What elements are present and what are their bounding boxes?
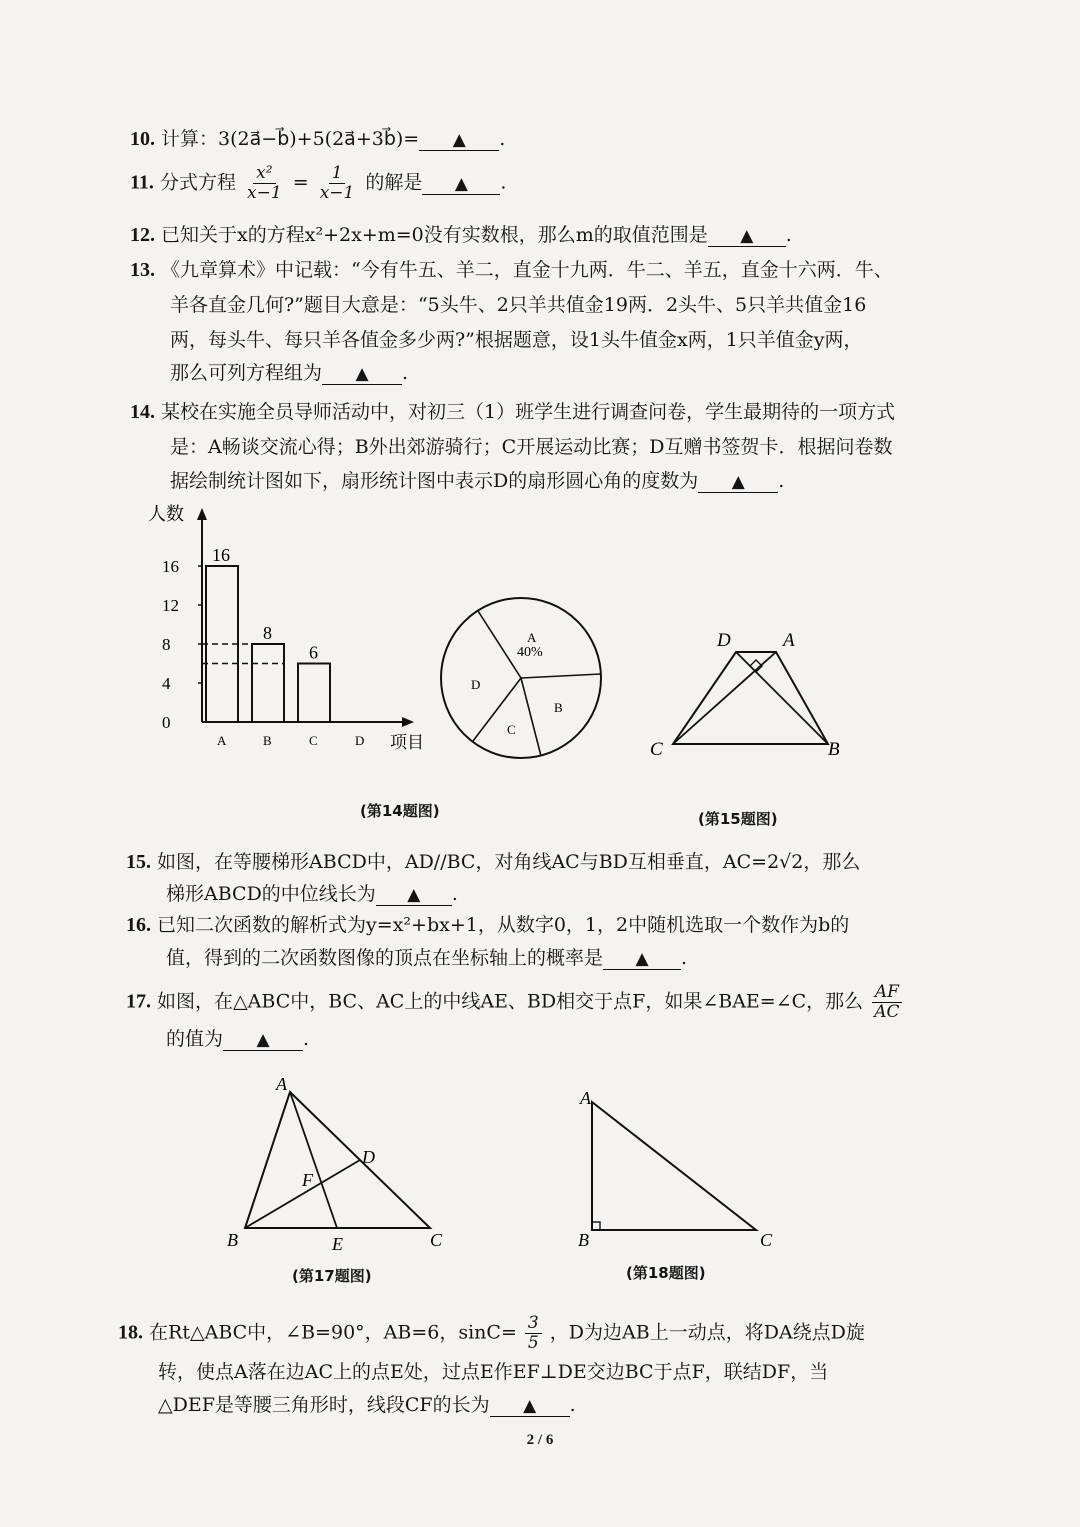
- question-number: 11.: [130, 171, 154, 194]
- fraction: $\frac{\text{x²}}{x-1}$: [247, 163, 282, 203]
- bar-data-label: 6: [309, 642, 318, 663]
- pie-label-c: C: [507, 722, 516, 737]
- question-text: 计算：3(2a⃗−b⃗)+5(2a⃗+3b⃗)=: [161, 128, 420, 150]
- x-tick-label: B: [263, 733, 272, 748]
- question-text: 在Rt△ABC中，∠B=90°，AB=6，sinC=: [149, 1321, 517, 1344]
- figure-18-right-triangle: [570, 1082, 790, 1252]
- bar-data-label: 8: [263, 623, 272, 643]
- answer-blank: ▲: [376, 884, 452, 906]
- pie-label-d: D: [471, 677, 481, 692]
- question-15: [126, 851, 860, 873]
- question-number: 10.: [130, 128, 155, 150]
- answer-blank: ▲: [603, 948, 681, 970]
- question-14: [130, 401, 895, 423]
- question-10: 10. 计算：3(2a⃗−b⃗)+5(2a⃗+3b⃗)= ▲ .: [130, 128, 506, 150]
- question-18-line-3: △DEF是等腰三角形时，线段CF的长为 ▲ .: [158, 1394, 576, 1416]
- pie-divider: [521, 678, 541, 756]
- question-18-line-2: 转，使点A落在边AC上的点E处，过点E作EF⊥DE交边BC于点F，联结DF，当: [158, 1361, 829, 1383]
- fraction: $\frac{1}{x-1}$: [319, 163, 355, 203]
- x-axis-label: 项目: [390, 733, 424, 752]
- question-number: 18.: [118, 1321, 143, 1344]
- answer-blank: ▲: [223, 1029, 303, 1051]
- question-number: 17.: [126, 990, 151, 1013]
- question-text: 已知二次函数的解析式为y=x²+bx+1，从数字0，1，2中随机选取一个数作为b的: [157, 914, 850, 936]
- question-17: [126, 983, 905, 1022]
- question-16: [126, 914, 849, 936]
- vertex-label-b: B: [828, 739, 840, 760]
- diagonal-bd: [736, 652, 828, 744]
- x-tick-label: C: [309, 733, 318, 748]
- figure-18-caption: (第18题图): [626, 1264, 706, 1282]
- question-text: 如图，在△ABC中，BC、AC上的中线AE、BD相交于点F，如果∠BAE=∠C，那么: [157, 990, 864, 1013]
- question-13: [130, 259, 893, 281]
- question-11: 11. 分式方程 $\frac{\text{x²}}{x-1}$ = $\frac{1}{x-1}$ 的解是 ▲ .: [130, 163, 507, 203]
- x-tick-label: A: [217, 733, 227, 748]
- answer-blank: ▲: [708, 225, 786, 247]
- y-tick-label: 12: [162, 596, 179, 615]
- answer-blank: ▲: [419, 129, 499, 151]
- vertex-label-b: B: [578, 1230, 589, 1250]
- vertex-label-a: A: [580, 1088, 591, 1108]
- bar: [298, 664, 330, 723]
- pie-percent-a: 40%: [517, 645, 543, 660]
- vertex-label-c: C: [760, 1230, 773, 1250]
- x-axis-arrow: [402, 717, 414, 727]
- vertex-label-f: F: [302, 1170, 313, 1190]
- question-13-line-3: 两，每头牛、每只羊各值金多少两?”根据题意，设1头牛值金x两，1只羊值金y两，: [170, 329, 863, 351]
- bar: [252, 644, 284, 722]
- vertex-label-d: D: [362, 1147, 375, 1167]
- question-14-line-2: 是：A畅谈交流心得；B外出郊游骑行；C开展运动比赛；D互赠书签贺卡．根据问卷数: [170, 436, 893, 458]
- bar-data-label: 16: [212, 545, 230, 565]
- vertex-label-c: C: [650, 739, 663, 760]
- page-number: 2 / 6: [526, 1432, 554, 1448]
- right-triangle-abc: [592, 1102, 756, 1230]
- y-axis-label: 人数: [148, 504, 184, 524]
- vertex-label-a: A: [783, 630, 795, 651]
- question-text: 《九章算术》中记载：“今有牛五、羊二，直金十九两．牛二、羊五，直金十六两．牛、: [161, 259, 893, 281]
- diagonal-ac: [673, 652, 776, 744]
- question-18: 18. 在Rt△ABC中，∠B=90°，AB=6，sinC= $\frac{3}{5}$ ，D为边AB上一动点，将DA绕点D旋: [118, 1313, 865, 1353]
- pie-label-a: A: [527, 630, 537, 645]
- median-ae: [290, 1092, 337, 1228]
- figure-14-caption: (第14题图): [360, 802, 440, 820]
- y-tick-label: 16: [162, 557, 179, 576]
- pie-label-b: B: [554, 700, 563, 715]
- question-number: 12.: [130, 224, 155, 246]
- vertex-label-e: E: [332, 1234, 343, 1254]
- pie-chart: [435, 590, 610, 765]
- bar-chart: [140, 500, 440, 760]
- question-text: 分式方程: [159, 171, 236, 194]
- vertex-label-a: A: [276, 1074, 287, 1094]
- fraction: $\frac{AF}{AC}$: [871, 983, 902, 1022]
- vertex-label-d: D: [717, 630, 731, 651]
- figure-15-caption: (第15题图): [698, 810, 778, 828]
- fraction: $\frac{3}{5}$: [525, 1314, 542, 1353]
- question-13-line-2: 羊各直金几何?”题目大意是：“5头牛、2只羊共值金19两．2头牛、5只羊共值金16: [170, 294, 867, 316]
- question-number: 14.: [130, 401, 155, 423]
- x-tick-label: D: [355, 733, 365, 748]
- right-angle-mark: [592, 1222, 600, 1230]
- question-14-line-3: 据绘制统计图如下，扇形统计图中表示D的扇形圆心角的度数为 ▲ .: [170, 470, 785, 492]
- question-17-line-2: 的值为 ▲ .: [166, 1028, 310, 1050]
- figure-17-triangle: [220, 1070, 460, 1260]
- question-number: 15.: [126, 851, 151, 873]
- figure-15-trapezoid: [640, 620, 860, 770]
- y-tick-label: 8: [162, 635, 171, 654]
- pie-divider: [521, 674, 601, 678]
- vertex-label-c: C: [430, 1230, 443, 1250]
- answer-blank: ▲: [490, 1395, 570, 1417]
- question-15-line-2: 梯形ABCD的中位线长为 ▲ .: [166, 883, 458, 905]
- y-tick-label: 4: [162, 674, 171, 693]
- y-axis-arrow: [197, 508, 207, 520]
- triangle-abc: [245, 1092, 430, 1228]
- question-13-line-4: 那么可列方程组为 ▲ .: [170, 362, 409, 384]
- question-12: 12. 已知关于x的方程x²+2x+m=0没有实数根，那么m的取值范围是 ▲ .: [130, 224, 792, 246]
- question-number: 13.: [130, 259, 155, 281]
- answer-blank: ▲: [698, 471, 778, 493]
- figure-17-caption: (第17题图): [292, 1267, 372, 1285]
- answer-blank: ▲: [322, 363, 402, 385]
- question-text: 某校在实施全员导师活动中，对初三（1）班学生进行调查问卷，学生最期待的一项方式: [161, 401, 896, 423]
- y-tick-label: 0: [162, 713, 171, 732]
- question-text: 已知关于x的方程x²+2x+m=0没有实数根，那么m的取值范围是: [161, 224, 708, 246]
- answer-blank: ▲: [422, 173, 500, 195]
- question-16-line-2: 值，得到的二次函数图像的顶点在坐标轴上的概率是 ▲ .: [166, 947, 688, 969]
- question-number: 16.: [126, 914, 151, 936]
- pie-divider: [478, 611, 521, 678]
- vertex-label-b: B: [227, 1230, 238, 1250]
- question-text: 如图，在等腰梯形ABCD中，AD//BC，对角线AC与BD互相垂直，AC=2√2，那么: [157, 851, 861, 873]
